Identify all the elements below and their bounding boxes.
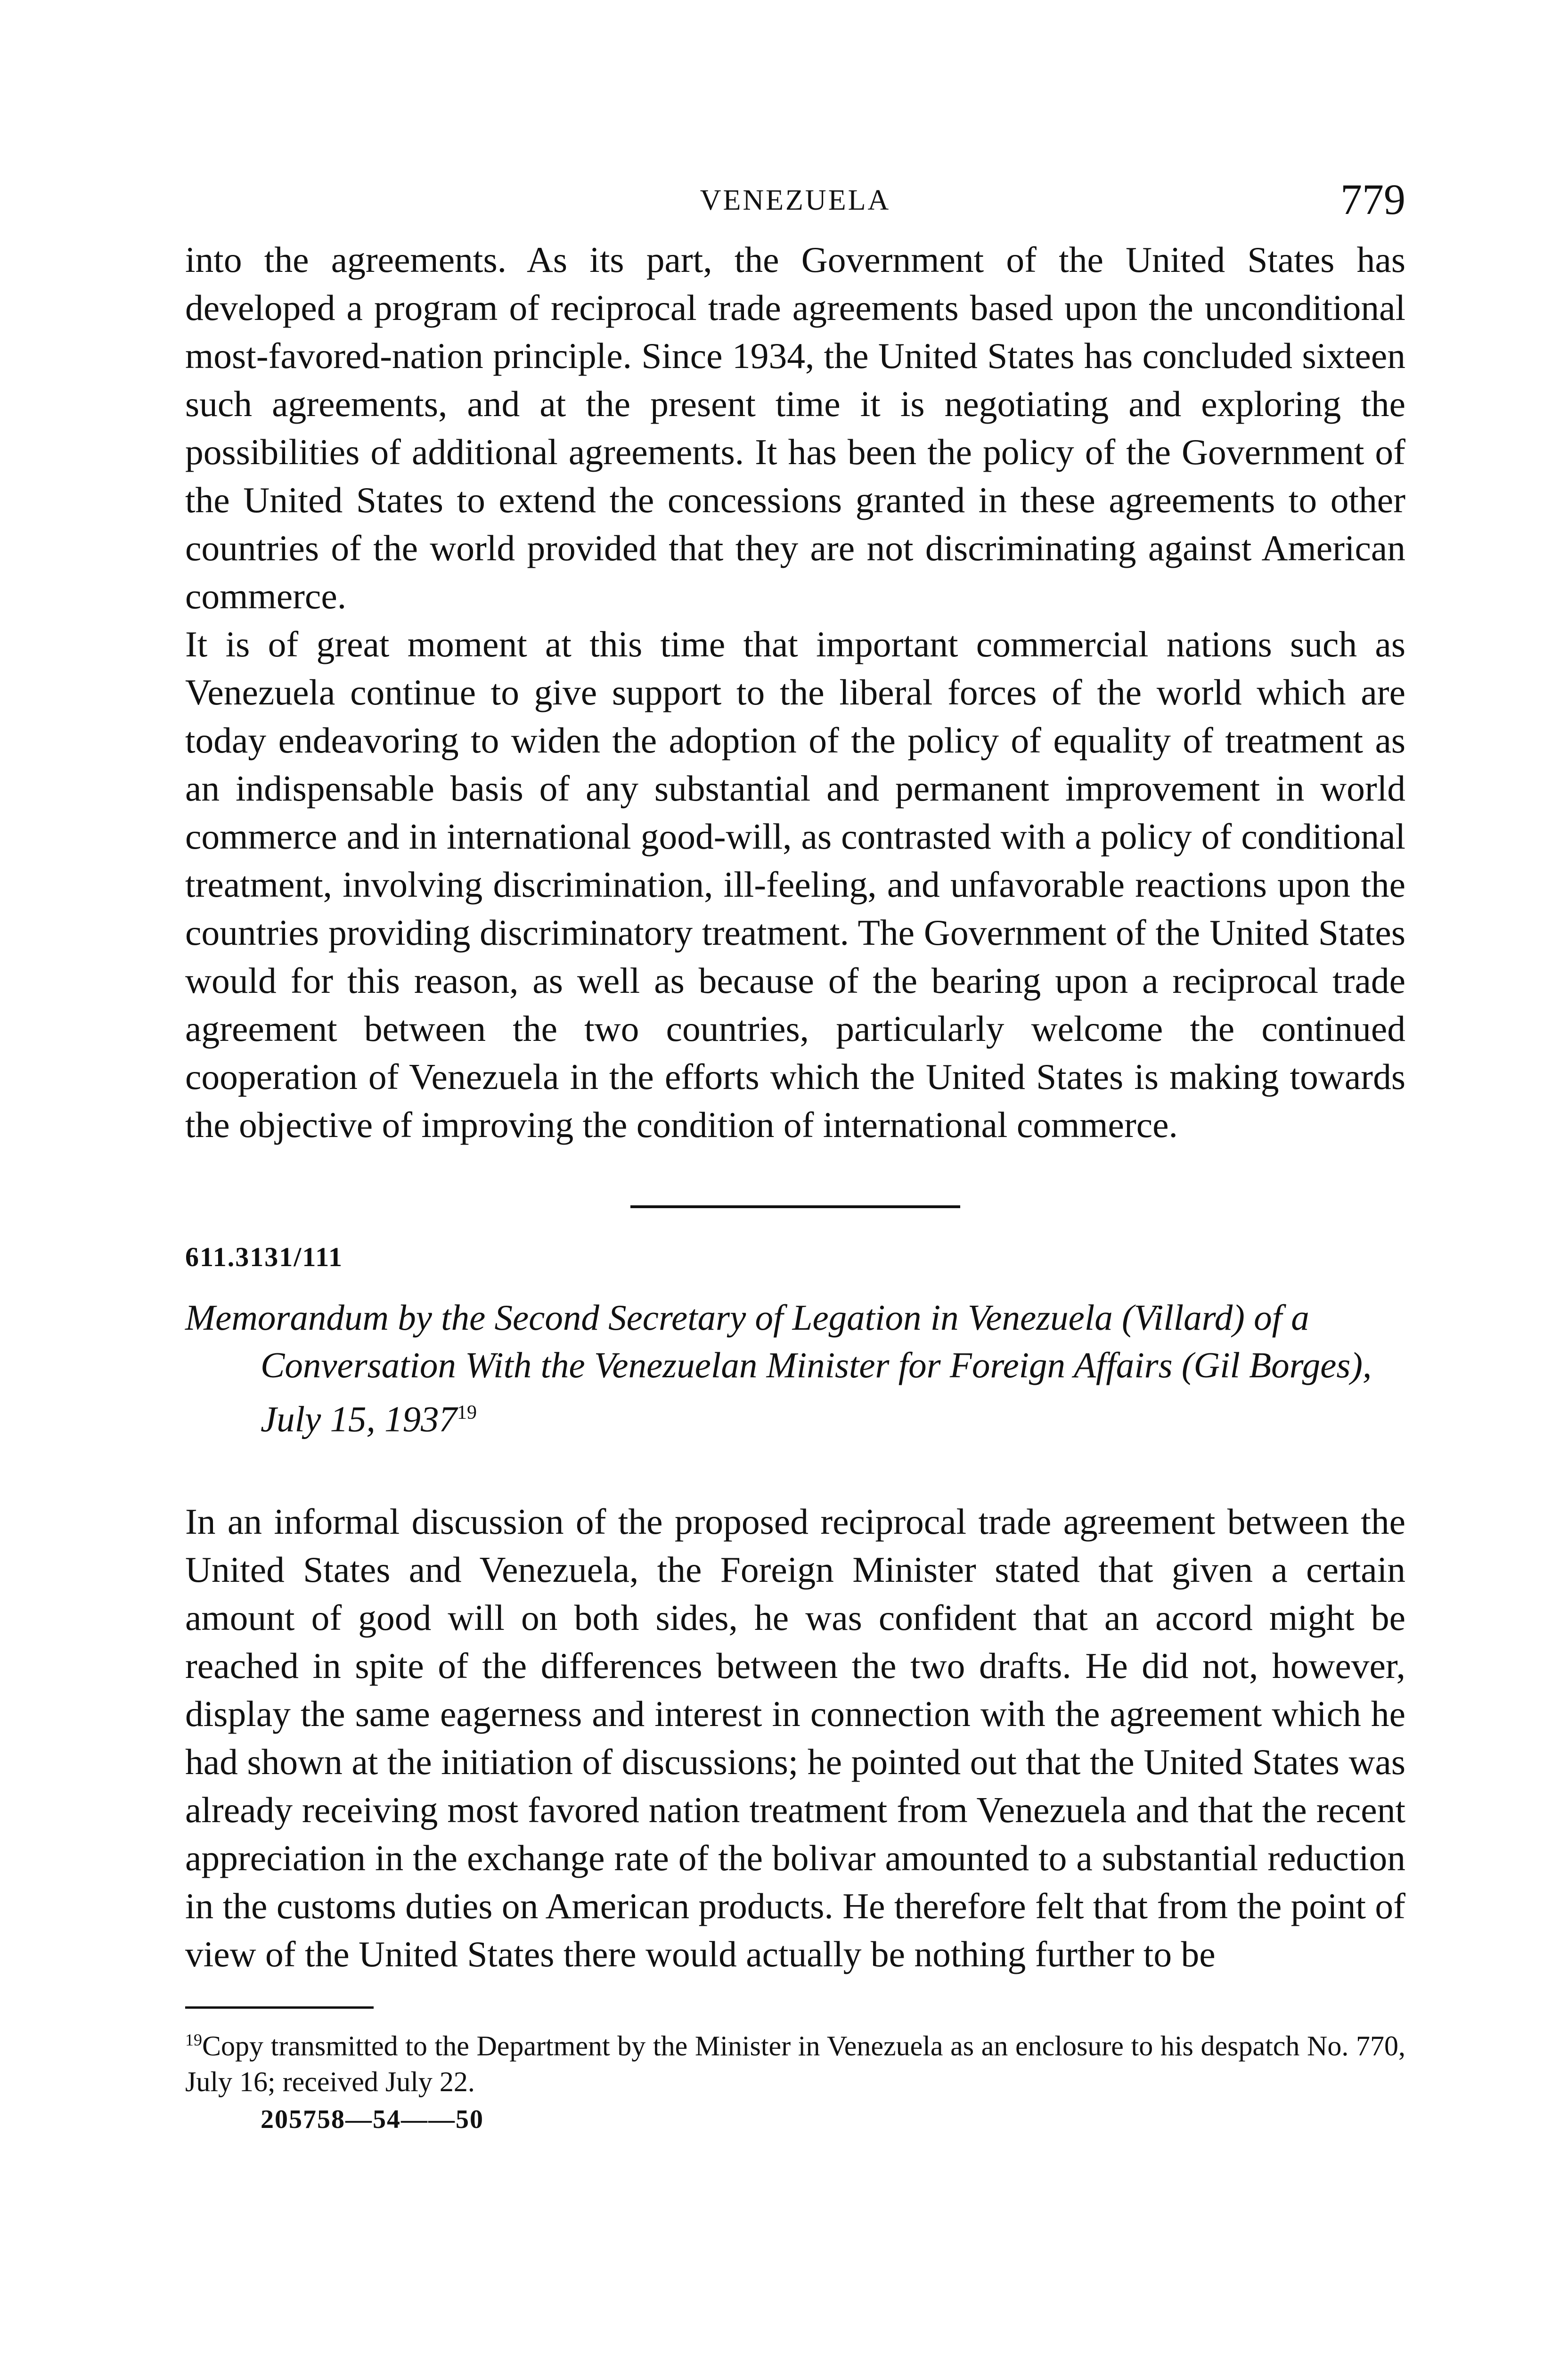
section-divider bbox=[630, 1205, 960, 1208]
body-paragraph-2: It is of great moment at this time that important commercial nations such as Venezuela continue to give support to the liberal forces of the world which are today endeavoring to widen the adoption of the policy of equality of treatment as an indispensable basis of any substantial and permanent improvement in world commerce and in international good-will, as contrasted with a policy of conditional treatment, involving discrimination, ill-feeling, and unfavorable reactions upon the countries providing discriminatory treatment. The Government of the United States would for this reason, as well as because of the bearing upon a reciprocal trade agreement between the two countries, particularly welcome the continued cooperation of Venezuela in the efforts which the United States is making towards the objective of improving the condition of international commerce. bbox=[185, 624, 1405, 1145]
document-page bbox=[185, 174, 1405, 2135]
body-paragraph-1: into the agreements. As its part, the Government of the United States has developed a program of reciprocal trade agreements based upon the unconditional most-favored-nation principle. Since 1934, the United States has concluded sixteen such agreements, and at the present time it is negotiating and exploring the possibilities of additional agreements. It has been the policy of the Government of the United States to extend the concessions granted in these agreements to other countries of the world provided that they are not discriminating against American commerce. bbox=[185, 239, 1405, 616]
printer-signature: 205758—54——50 bbox=[261, 2104, 484, 2134]
footnote-text: Copy transmitted to the Department by the Minister in Venezuela as an enclosure to his despatch No. 770, July 16; received July 22. bbox=[185, 2030, 1405, 2097]
running-header bbox=[185, 174, 1405, 236]
footnote-marker: 19 bbox=[185, 2030, 202, 2049]
running-title: VENEZUELA bbox=[700, 184, 891, 216]
memorandum-title bbox=[185, 1294, 1405, 1443]
file-number: 611.3131/111 bbox=[185, 1242, 343, 1272]
footnote-divider bbox=[185, 2006, 374, 2009]
footnote bbox=[185, 2022, 1405, 2100]
memorandum-paragraph: In an informal discussion of the proposed reciprocal trade agreement between the United States and Venezuela, the Foreign Minister stated that given a certain amount of good will on both sides, he was confident that an accord might be reached in spite of the differences between the two drafts. He did not, however, display the same eagerness and interest in connection with the agreement which he had shown at the initiation of discussions; he pointed out that the United States was already receiving most favored nation treatment from Venezuela and that the recent appreciation in the exchange rate of the bolivar amounted to a substantial reduction in the customs duties on American products. He therefore felt that from the point of view of the United States there would actually be nothing further to be bbox=[185, 1501, 1405, 1974]
page-number: 779 bbox=[1340, 175, 1405, 223]
footnote-reference: 19 bbox=[457, 1402, 477, 1423]
memorandum-title-text: Memorandum by the Second Secretary of Legation in Venezuela (Villard) of a Conversation With the Venezuelan Minister for Foreign Affairs (Gil Borges), July 15, 1937 bbox=[185, 1297, 1372, 1440]
